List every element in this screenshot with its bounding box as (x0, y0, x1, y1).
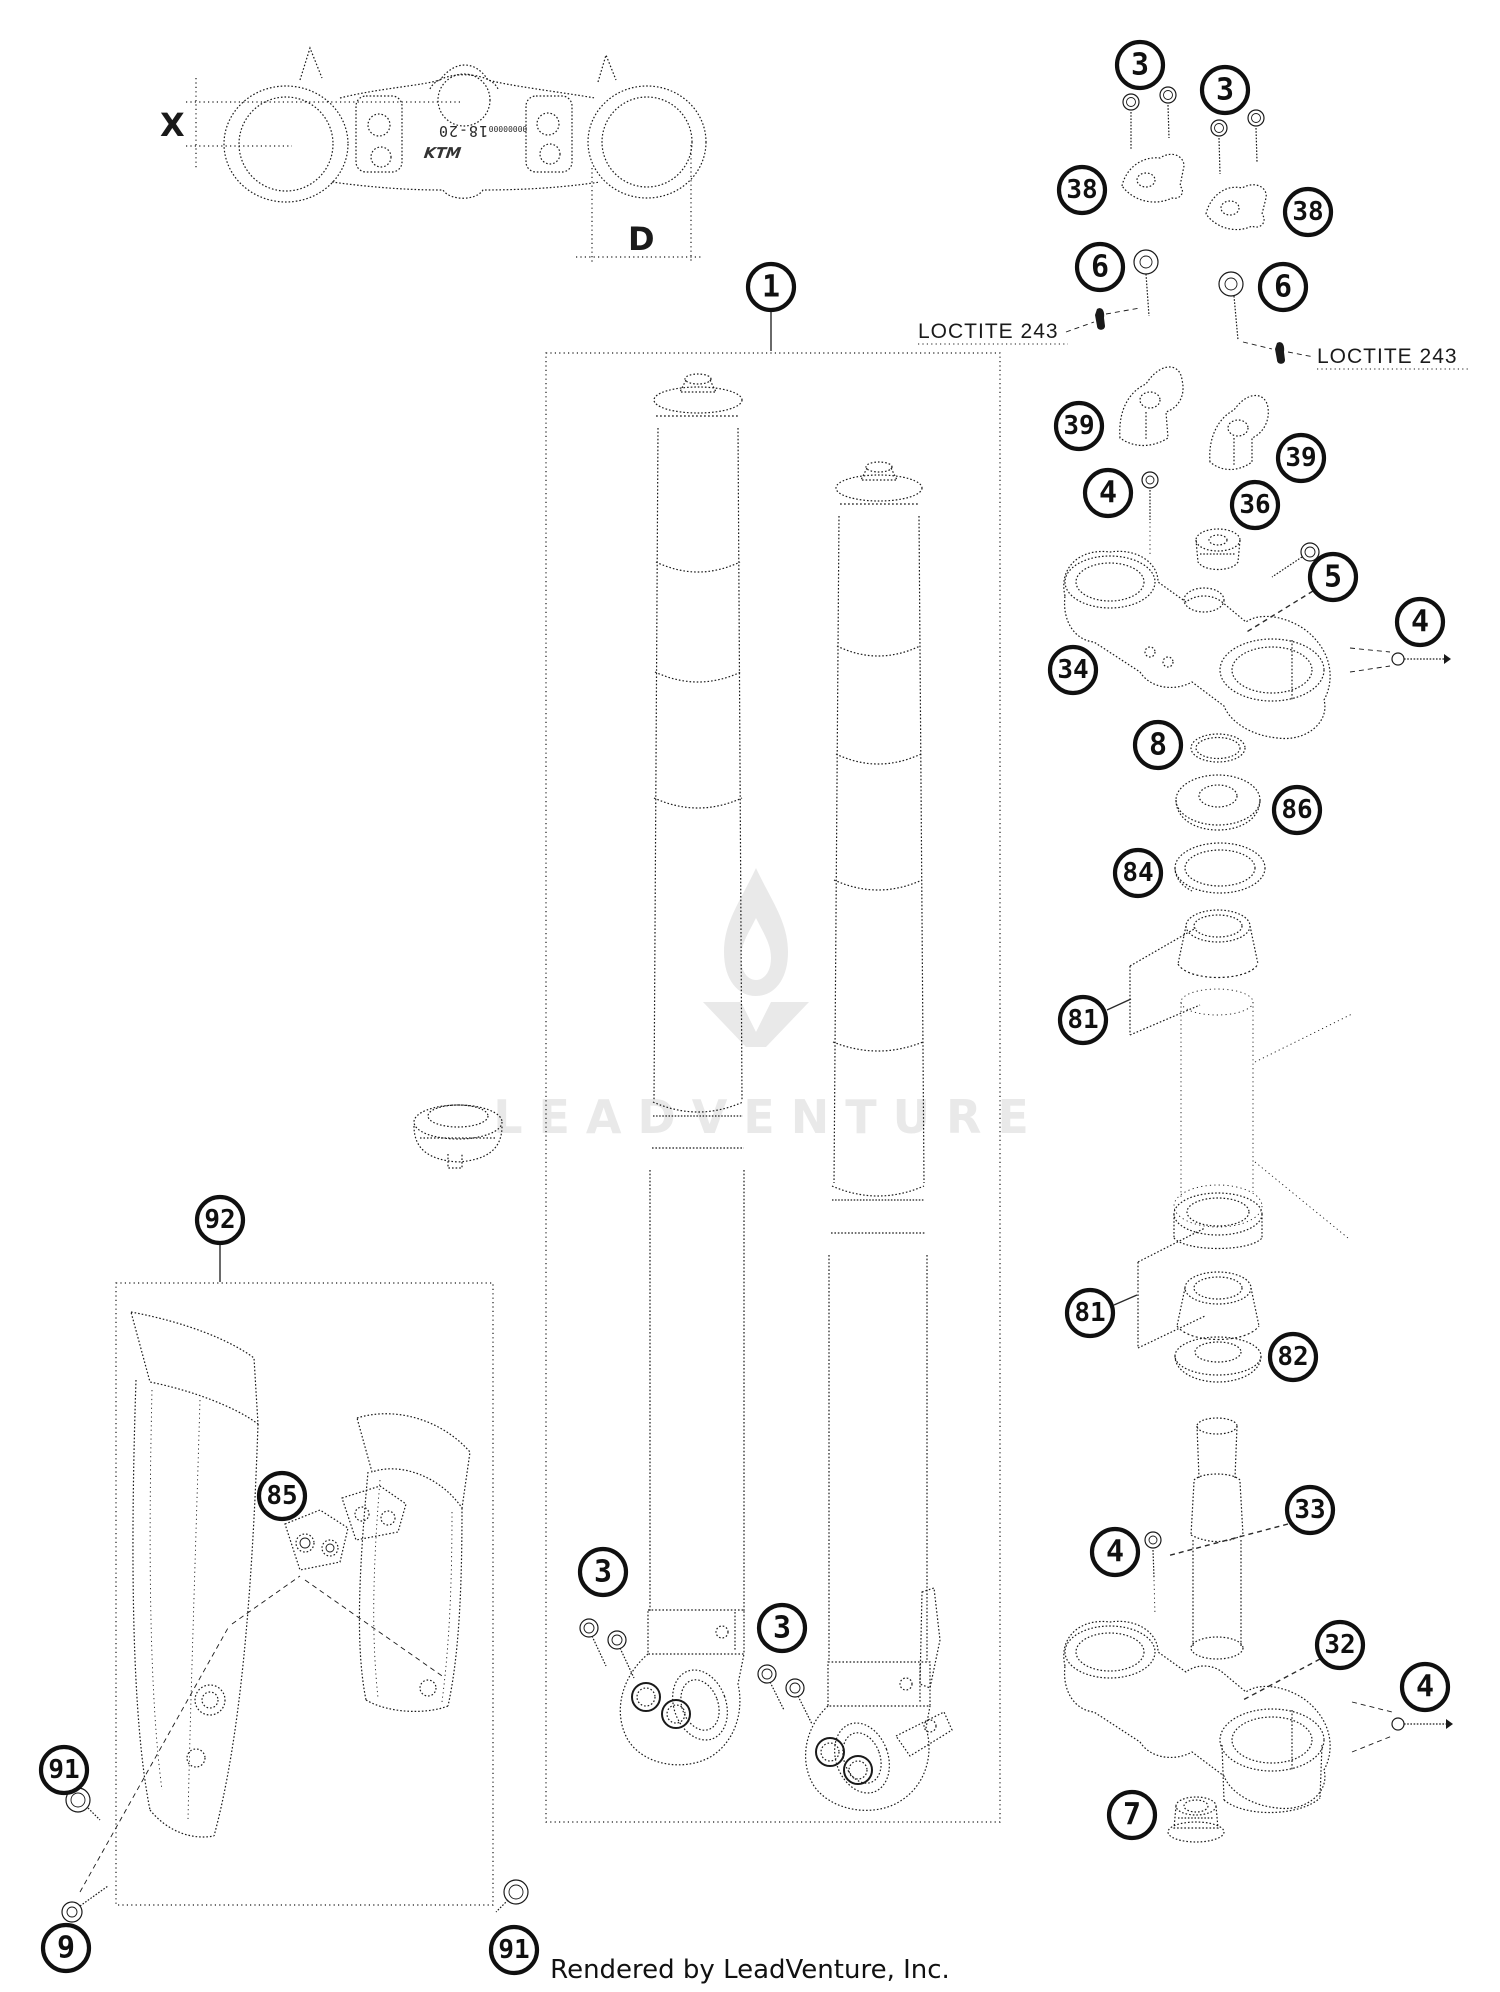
callout-4 (1092, 1529, 1138, 1575)
callout-82 (1270, 1334, 1316, 1380)
callout-number-3: 3 (1215, 72, 1235, 108)
protector-brackets (80, 1486, 445, 1892)
callout-number-4: 4 (1105, 1534, 1125, 1570)
callout-number-7: 7 (1122, 1797, 1142, 1833)
callout-36 (1232, 482, 1278, 528)
callout-number-81: 81 (1074, 1298, 1106, 1328)
callout-leader-32 (1243, 1659, 1320, 1700)
d-dimension (576, 145, 702, 262)
callout-number-39: 39 (1063, 411, 1095, 441)
handlebar-clamp-hardware (918, 87, 1468, 369)
top-view-triple-clamp (224, 48, 706, 202)
callout-84 (1115, 850, 1161, 896)
fork-assembly-box (546, 353, 1000, 1822)
callout-number-36: 36 (1239, 490, 1271, 520)
callout-8 (1135, 722, 1181, 768)
callout-number-33: 33 (1294, 1495, 1326, 1525)
callout-number-86: 86 (1281, 795, 1313, 825)
clamp-serial-text: 00000000 (488, 124, 528, 133)
callout-1 (748, 264, 794, 351)
callout-number-3: 3 (593, 1554, 613, 1590)
watermark-text: LEADVENTURE (493, 1090, 1045, 1144)
callout-number-4: 4 (1410, 604, 1430, 640)
callout-number-6: 6 (1273, 269, 1293, 305)
callout-leader-33 (1167, 1524, 1288, 1556)
steering-stem (1145, 1418, 1243, 1648)
loctite-drop-right (1275, 342, 1285, 364)
callout-6 (1260, 264, 1306, 310)
callout-number-3: 3 (1130, 47, 1150, 83)
callout-34 (1050, 647, 1096, 693)
callout-number-34: 34 (1057, 655, 1089, 685)
callout-33 (1167, 1487, 1333, 1556)
callout-5 (1245, 554, 1356, 633)
callout-81 (1060, 997, 1131, 1043)
callout-number-82: 82 (1277, 1342, 1309, 1372)
callout-32 (1243, 1622, 1363, 1700)
callout-number-9: 9 (56, 1930, 76, 1966)
callout-number-5: 5 (1323, 559, 1343, 595)
callout-number-39: 39 (1285, 443, 1317, 473)
callout-number-81: 81 (1067, 1005, 1099, 1035)
fork-protector-right (357, 1414, 470, 1712)
callout-38 (1285, 189, 1331, 235)
callout-number-6: 6 (1090, 249, 1110, 285)
callout-3 (1202, 67, 1248, 113)
d-dim-label: D (628, 220, 655, 258)
footer-credit-text: Rendered by LeadVenture, Inc. (550, 1955, 950, 1985)
leadventure-watermark (493, 868, 1045, 1144)
loctite-drop-left (1095, 308, 1105, 330)
callout-number-85: 85 (266, 1481, 298, 1511)
callout-number-91: 91 (48, 1755, 80, 1785)
callout-3 (759, 1605, 805, 1651)
bar-clamp-upper-right (1206, 185, 1266, 230)
callout-4 (1402, 1664, 1448, 1710)
callout-number-1: 1 (761, 269, 781, 305)
watermark-v-icon (703, 1002, 809, 1047)
callout-number-84: 84 (1122, 858, 1154, 888)
callout-81 (1067, 1290, 1137, 1336)
callout-leader-81 (1107, 999, 1131, 1010)
callout-number-38: 38 (1066, 175, 1098, 205)
callout-4 (1085, 470, 1131, 516)
callout-number-4: 4 (1415, 1669, 1435, 1705)
x-dimension (160, 78, 462, 168)
ktm-logo: KTM (422, 144, 463, 162)
fork-protector-box (116, 1283, 493, 1905)
callout-91 (41, 1747, 87, 1793)
callout-3 (580, 1549, 626, 1595)
callout-9 (43, 1925, 89, 1971)
flame-icon (724, 868, 788, 996)
callout-39 (1056, 403, 1102, 449)
callout-92 (197, 1197, 243, 1282)
callout-leader-81 (1114, 1295, 1137, 1305)
callout-number-38: 38 (1292, 197, 1324, 227)
fork-leg-left (620, 374, 744, 1765)
callout-number-3: 3 (772, 1610, 792, 1646)
callout-6 (1077, 244, 1123, 290)
steering-bearing-stack-lower (1138, 1228, 1261, 1382)
preload-adjuster-ring (414, 1105, 502, 1168)
callout-91 (491, 1927, 537, 1973)
callout-number-32: 32 (1324, 1630, 1356, 1660)
callout-number-91: 91 (498, 1935, 530, 1965)
callout-number-8: 8 (1148, 727, 1168, 763)
callout-number-4: 4 (1098, 475, 1118, 511)
callout-86 (1274, 787, 1320, 833)
x-dim-label: X (160, 106, 185, 144)
clamp-marking-text: 18-20 (437, 122, 489, 140)
footer (550, 1955, 950, 1985)
callout-number-92: 92 (204, 1205, 236, 1235)
callout-leader-5 (1245, 591, 1313, 633)
callout-7 (1109, 1792, 1155, 1838)
bar-clamp-upper-left (1122, 154, 1184, 202)
callout-38 (1059, 167, 1105, 213)
fork-protector-left (131, 1312, 258, 1837)
loctite-label-left: LOCTITE 243 (918, 320, 1059, 343)
callout-85 (259, 1473, 305, 1519)
loctite-label-right: LOCTITE 243 (1317, 345, 1458, 368)
callout-39 (1278, 435, 1324, 481)
protector-hardware (62, 1788, 528, 1922)
callout-3 (1117, 42, 1163, 88)
bar-mount-lower-clamps (1120, 367, 1269, 470)
callout-4 (1397, 599, 1443, 645)
